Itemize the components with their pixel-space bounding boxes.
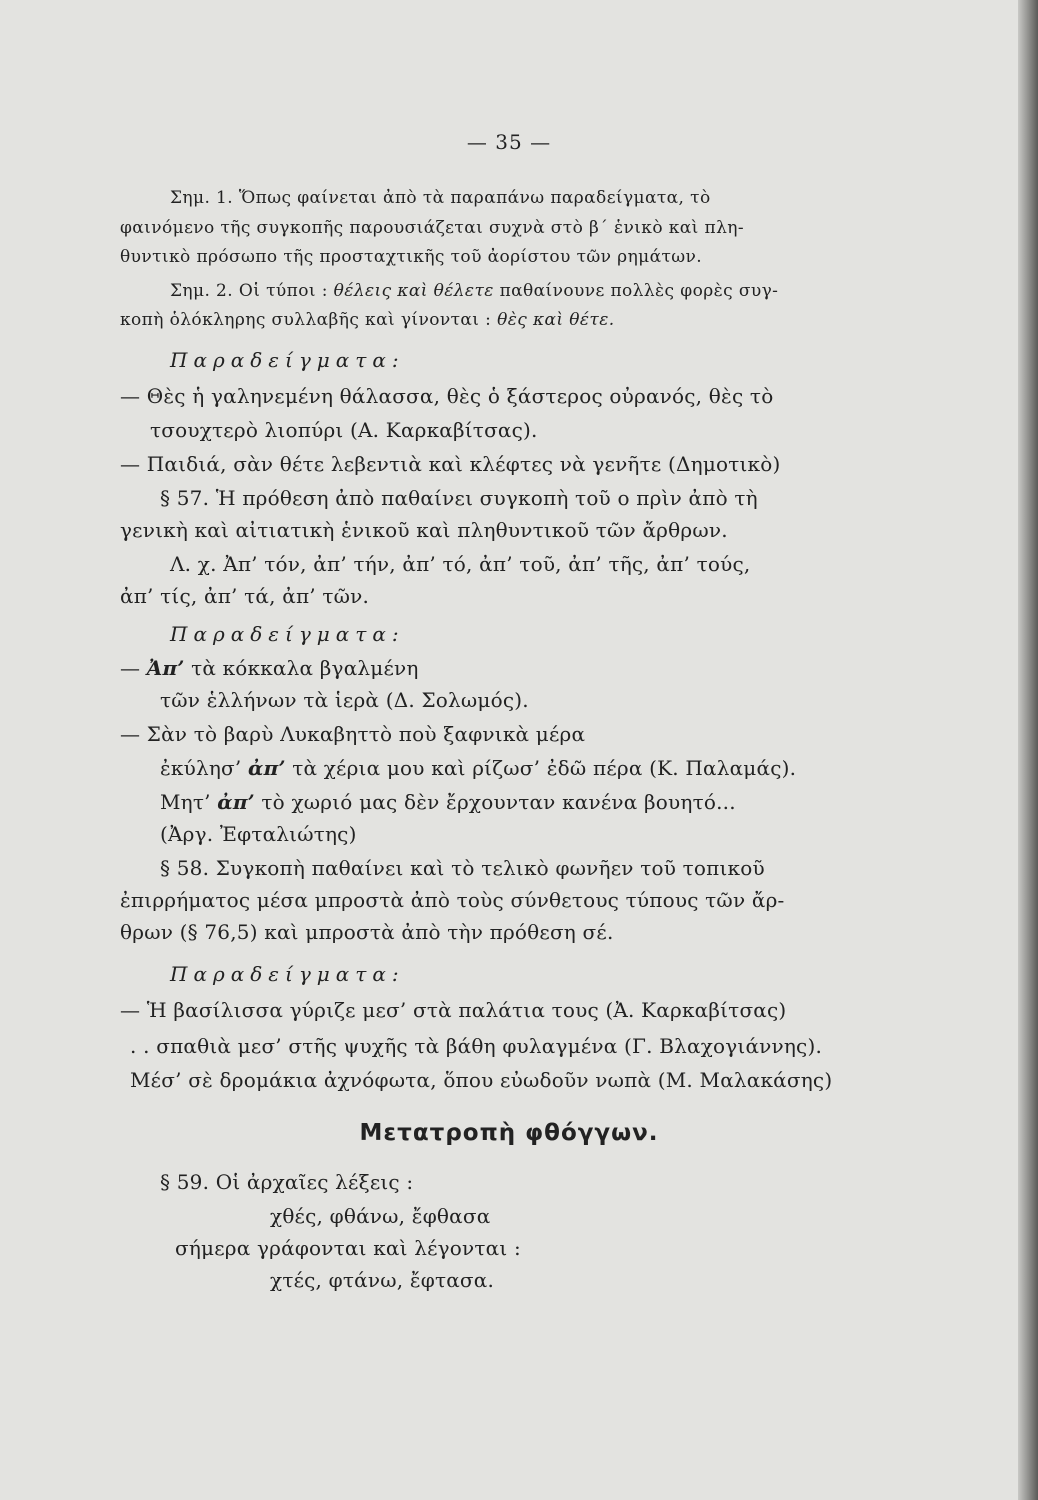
bold-preposition: ἀπ’ (248, 756, 286, 780)
example-2-line-1-rest: τὰ κόκκαλα βγαλμένη (191, 656, 419, 680)
example-2-line-5-rest: τὸ χωριό μας δὲν ἔρχουνταν κανένα βουητό... (261, 790, 736, 814)
example-1-line-2: τσουχτερὸ λιοπύρι (Α. Καρκαβίτσας). (150, 418, 538, 442)
bold-preposition: ἀπ’ (217, 790, 255, 814)
section-heading: Μετατροπὴ φθόγγων. (359, 1120, 659, 1146)
example-2-line-4 (160, 756, 796, 780)
section-57-line-3: Λ. χ. Ἀπ’ τόν, ἀπ’ τήν, ἀπ’ τό, ἀπ’ τοῦ, ἀπ’ τῆς, ἀπ’ τούς, (170, 552, 751, 576)
examples-heading-1: Παραδείγματα: (170, 348, 405, 372)
page-edge-shadow (1018, 0, 1038, 1500)
example-3-line-3: Μέσ’ σὲ δρομάκια ἀχνόφωτα, ὅπου εὐωδοῦν νωπὰ (Μ. Μαλακάσης) (130, 1068, 833, 1092)
note-2-label: Σημ. 2. Οἱ τύποι : (170, 281, 328, 301)
note-2-italic-result: θὲς καὶ θέτε. (497, 310, 615, 330)
examples-heading-2: Παραδείγματα: (170, 622, 405, 646)
page-number: — 35 — (466, 130, 552, 154)
note-2-line-2 (120, 310, 615, 330)
example-3-line-2: . . σπαθιὰ μεσ’ στῆς ψυχῆς τὰ βάθη φυλαγμένα (Γ. Βλαχογιάννης). (130, 1034, 823, 1058)
example-1-line-3: — Παιδιά, σὰν θέτε λεβεντιὰ καὶ κλέφτες νὰ γενῆτε (Δημοτικὸ) (120, 452, 781, 476)
section-59-line-2: χθές, φθάνω, ἔφθασα (270, 1204, 491, 1228)
note-1-line-2: φαινόμενο τῆς συγκοπῆς παρουσιάζεται συχνὰ στὸ β΄ ἑνικὸ καὶ πλη- (120, 218, 745, 238)
example-2-line-4-rest: τὰ χέρια μου καὶ ρίζωσ’ ἐδῶ πέρα (Κ. Παλαμάς). (292, 756, 797, 780)
example-2-line-5-start: Μητ’ (160, 790, 211, 814)
section-59-line-4: χτές, φτάνω, ἔφτασα. (270, 1268, 495, 1292)
example-1-line-1: — Θὲς ἡ γαληνεμένη θάλασσα, θὲς ὁ ξάστερος οὐρανός, θὲς τὸ (120, 384, 774, 408)
section-57-line-2: γενικὴ καὶ αἰτιατικὴ ἑνικοῦ καὶ πληθυντικοῦ τῶν ἄρθρων. (120, 518, 728, 542)
section-59-line-1: § 59. Οἱ ἀρχαῖες λέξεις : (160, 1170, 414, 1194)
section-57-line-4: ἀπ’ τίς, ἀπ’ τά, ἀπ’ τῶν. (120, 584, 370, 608)
dash: — (120, 656, 141, 680)
section-58-line-2: ἐπιρρήματος μέσα μπροστὰ ἀπὸ τοὺς σύνθετους τύπους τῶν ἄρ- (120, 888, 785, 912)
section-58-line-3: θρων (§ 76,5) καὶ μπροστὰ ἀπὸ τὴν πρόθεση σέ. (120, 920, 614, 944)
bold-preposition: Ἀπ’ (146, 656, 185, 680)
example-3-line-1: — Ἡ βασίλισσα γύριζε μεσ’ στὰ παλάτια τους (Ἀ. Καρκαβίτσας) (120, 998, 787, 1022)
examples-heading-3: Παραδείγματα: (170, 962, 405, 986)
note-2-italic-forms: θέλεις καὶ θέλετε (333, 281, 494, 301)
example-2-line-5 (160, 790, 736, 814)
example-2-line-4-start: ἐκύλησ’ (160, 756, 242, 780)
note-2-line-1 (170, 281, 778, 301)
section-58-line-1: § 58. Συγκοπὴ παθαίνει καὶ τὸ τελικὸ φωνῆεν τοῦ τοπικοῦ (160, 856, 765, 880)
example-2-line-2: τῶν ἑλλήνων τὰ ἱερὰ (Δ. Σολωμός). (160, 688, 529, 712)
note-2-line-1-rest: παθαίνουνε πολλὲς φορὲς συγ- (499, 281, 779, 301)
example-2-line-3: — Σὰν τὸ βαρὺ Λυκαβηττὸ ποὺ ξαφνικὰ μέρα (120, 722, 586, 746)
note-2-line-2-text: κοπὴ ὁλόκληρης συλλαβῆς καὶ γίνονται : (120, 310, 492, 330)
example-2-line-1 (120, 656, 419, 680)
example-2-line-6: (Ἀργ. Ἐφταλιώτης) (160, 822, 357, 846)
section-59-line-3: σήμερα γράφονται καὶ λέγονται : (175, 1236, 521, 1260)
note-1-line-1: Σημ. 1. Ὅπως φαίνεται ἀπὸ τὰ παραπάνω παραδείγματα, τὸ (170, 188, 711, 208)
note-1-line-3: θυντικὸ πρόσωπο τῆς προσταχτικῆς τοῦ ἀορίστου τῶν ρημάτων. (120, 247, 703, 267)
section-57-line-1: § 57. Ἡ πρόθεση ἀπὸ παθαίνει συγκοπὴ τοῦ ο πρὶν ἀπὸ τὴ (160, 486, 758, 510)
